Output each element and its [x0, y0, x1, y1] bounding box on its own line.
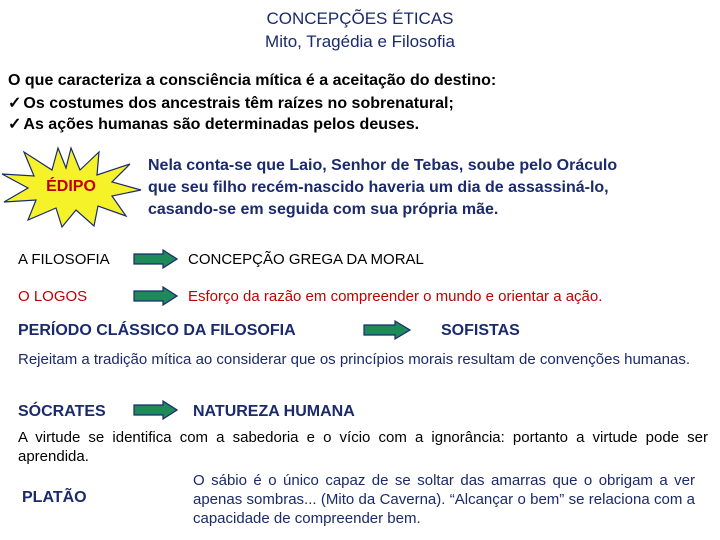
sofistas-label: SOFISTAS: [441, 322, 520, 339]
socrates-description: A virtude se identifica com a sabedoria e o vício com a ignorância: portanto a virtude pode ser aprendida.: [18, 429, 708, 465]
row-logos-value: Esforço da razão em compreender o mundo e orientar a ação.: [188, 288, 603, 305]
oedipus-line-3: casando-se em seguida com sua própria mãe.: [148, 201, 499, 218]
intro-bullet-1: [8, 94, 454, 114]
row-filosofia-label: A FILOSOFIA: [18, 251, 110, 268]
platao-label: PLATÃO: [22, 489, 87, 506]
oedipus-badge: [0, 146, 142, 228]
row-logos-label: O LOGOS: [18, 288, 88, 305]
oedipus-line-1: Nela conta-se que Laio, Senhor de Tebas, soube pelo Oráculo: [148, 157, 618, 174]
intro-bullet-2: [8, 115, 419, 135]
natureza-humana-label: NATUREZA HUMANA: [193, 403, 355, 420]
arrow-right-icon: [363, 320, 411, 340]
oedipus-label: ÉDIPO: [46, 178, 96, 195]
arrow-right-icon: [133, 249, 178, 269]
arrow-right-icon: [133, 400, 178, 420]
intro-bullet-text: Os costumes dos ancestrais têm raízes no sobrenatural;: [23, 95, 454, 112]
row-filosofia-value: CONCEPÇÃO GREGA DA MORAL: [188, 251, 424, 268]
intro-bullet-text: As ações humanas são determinadas pelos deuses.: [23, 116, 420, 133]
check-icon: ✓: [8, 95, 22, 112]
page-subtitle: Mito, Tragédia e Filosofia: [265, 32, 455, 51]
sofistas-description: Rejeitam a tradição mítica ao considerar que os princípios morais resultam de convenções humanas.: [18, 351, 690, 368]
socrates-label: SÓCRATES: [18, 403, 106, 420]
intro-heading: O que caracteriza a consciência mítica é a aceitação do destino:: [8, 72, 497, 89]
check-icon: ✓: [8, 116, 22, 133]
classic-period-label: PERÍODO CLÁSSICO DA FILOSOFIA: [18, 322, 296, 339]
oedipus-line-2: que seu filho recém-nascido haveria um dia de assassiná-lo,: [148, 179, 609, 196]
arrow-right-icon: [133, 286, 178, 306]
page-title: CONCEPÇÕES ÉTICAS: [266, 9, 454, 28]
platao-description: O sábio é o único capaz de se soltar das amarras que o obrigam a ver apenas sombras... (Mito da Caverna). “Alcançar o bem” se relaciona com a capacidade de compreender bem.: [193, 472, 695, 527]
